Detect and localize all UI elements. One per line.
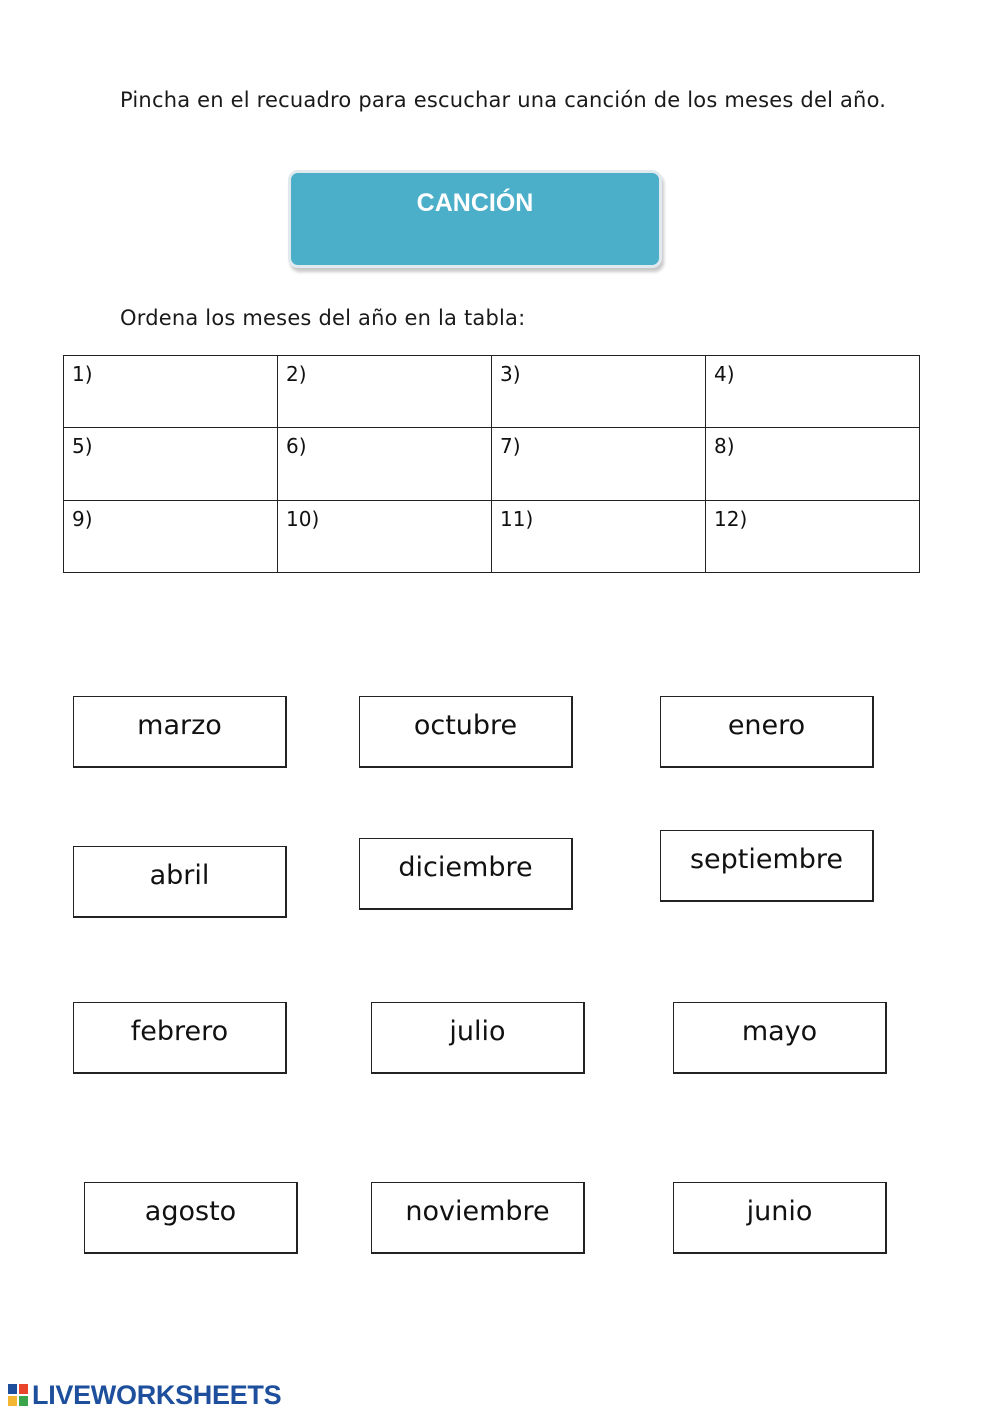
- month-card-enero[interactable]: enero: [660, 696, 874, 768]
- instruction-listen: Pincha en el recuadro para escuchar una canción de los meses del año.: [120, 88, 887, 112]
- answer-cell[interactable]: 6): [278, 428, 492, 500]
- month-card-junio[interactable]: junio: [673, 1182, 887, 1254]
- liveworksheets-logo-icon: [8, 1384, 28, 1406]
- answer-cell[interactable]: 4): [706, 356, 920, 428]
- answer-cell[interactable]: 11): [492, 500, 706, 572]
- answer-cell[interactable]: 5): [64, 428, 278, 500]
- month-card-agosto[interactable]: agosto: [84, 1182, 298, 1254]
- footer-brand: LIVEWORKSHEETS: [32, 1380, 282, 1410]
- month-card-noviembre[interactable]: noviembre: [371, 1182, 585, 1254]
- table-row: [64, 500, 920, 572]
- month-card-marzo[interactable]: marzo: [73, 696, 287, 768]
- month-card-febrero[interactable]: febrero: [73, 1002, 287, 1074]
- answer-table: [63, 355, 920, 573]
- answer-cell[interactable]: 3): [492, 356, 706, 428]
- answer-cell[interactable]: 10): [278, 500, 492, 572]
- table-row: [64, 428, 920, 500]
- song-button[interactable]: CANCIÓN: [288, 170, 662, 268]
- answer-cell[interactable]: 9): [64, 500, 278, 572]
- answer-cell[interactable]: 12): [706, 500, 920, 572]
- month-card-julio[interactable]: julio: [371, 1002, 585, 1074]
- month-card-septiembre[interactable]: septiembre: [660, 830, 874, 902]
- month-card-octubre[interactable]: octubre: [359, 696, 573, 768]
- answer-cell[interactable]: 2): [278, 356, 492, 428]
- answer-cell[interactable]: 7): [492, 428, 706, 500]
- month-card-diciembre[interactable]: diciembre: [359, 838, 573, 910]
- answer-cell[interactable]: 8): [706, 428, 920, 500]
- answer-cell[interactable]: 1): [64, 356, 278, 428]
- instruction-order: Ordena los meses del año en la tabla:: [120, 306, 526, 330]
- month-card-mayo[interactable]: mayo: [673, 1002, 887, 1074]
- month-card-abril[interactable]: abril: [73, 846, 287, 918]
- table-row: [64, 356, 920, 428]
